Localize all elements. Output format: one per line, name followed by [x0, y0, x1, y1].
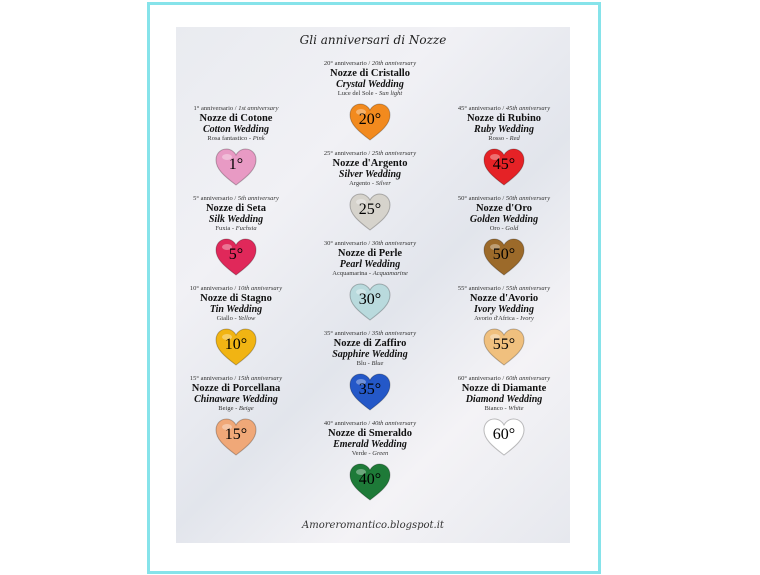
wedding-name-english: Pearl Wedding: [339, 259, 401, 270]
color-name: Bianco - White: [484, 405, 524, 412]
anniversary-item: [300, 60, 440, 142]
wedding-name-italian: Nozze d'Oro: [475, 203, 533, 214]
anniversary-item: [434, 375, 570, 457]
heart-label: 40°: [358, 471, 382, 488]
heart-icon: [214, 237, 258, 277]
anniversary-number: 5° anniversario / 5th anniversary: [193, 195, 279, 202]
anniversary-item: [434, 105, 570, 187]
color-name: Fuxia - Fuchsia: [215, 225, 257, 232]
anniversary-number: 1° anniversario / 1st anniversary: [193, 105, 279, 112]
anniversary-number: 60° anniversario / 60th anniversary: [457, 375, 551, 382]
color-name: Beige - Beige: [218, 405, 254, 412]
anniversary-item: [300, 420, 440, 502]
heart-icon: [214, 327, 258, 367]
color-name: Oro - Gold: [489, 225, 519, 232]
wedding-name-english: Ruby Wedding: [474, 124, 534, 135]
color-name: Verde - Green: [351, 450, 389, 457]
anniversary-item: [176, 105, 306, 187]
heart-icon: [482, 147, 526, 187]
heart-label: 50°: [492, 246, 516, 263]
poster-title: Gli anniversari di Nozze: [299, 33, 447, 47]
wedding-name-italian: Nozze di Zaffiro: [333, 338, 407, 349]
wedding-name-english: Tin Wedding: [209, 304, 263, 315]
color-name: Avorio d'Africa - Ivory: [474, 315, 534, 322]
anniversary-number: 25° anniversario / 25th anniversary: [323, 150, 417, 157]
color-name: Giallo - Yellow: [216, 315, 256, 322]
heart-icon: [348, 462, 392, 502]
heart-icon: [482, 327, 526, 367]
color-name: Acquamarina - Acquamarine: [332, 270, 408, 277]
color-name: Blu - Blue: [356, 360, 384, 367]
heart-label: 20°: [358, 111, 382, 128]
anniversary-number: 45° anniversario / 45th anniversary: [457, 105, 551, 112]
anniversary-item: [176, 195, 306, 277]
wedding-name-english: Chinaware Wedding: [194, 394, 278, 405]
heart-label: 60°: [492, 426, 516, 443]
wedding-name-italian: Nozze d'Argento: [332, 158, 408, 169]
wedding-name-english: Sapphire Wedding: [332, 349, 408, 360]
heart-label: 5°: [228, 246, 244, 263]
heart-icon: [482, 417, 526, 457]
wedding-name-italian: Nozze di Diamante: [461, 383, 547, 394]
wedding-name-english: Crystal Wedding: [336, 79, 404, 90]
anniversary-number: 50° anniversario / 50th anniversary: [457, 195, 551, 202]
heart-label: 15°: [224, 426, 248, 443]
heart-icon: [214, 147, 258, 187]
anniversary-number: 10° anniversario / 10th anniversary: [189, 285, 283, 292]
wedding-name-italian: Nozze di Stagno: [200, 293, 272, 304]
color-name: Rosa fantastico - Pink: [207, 135, 265, 142]
heart-label: 10°: [224, 336, 248, 353]
wedding-name-english: Emerald Wedding: [333, 439, 407, 450]
heart-label: 25°: [358, 201, 382, 218]
wedding-name-italian: Nozze di Cristallo: [330, 68, 410, 79]
heart-label: 35°: [358, 381, 382, 398]
color-name: Luce del Sole - Sun light: [337, 90, 403, 97]
wedding-name-english: Golden Wedding: [469, 214, 539, 225]
heart-icon: [482, 237, 526, 277]
color-name: Rosso - Red: [488, 135, 520, 142]
color-name: Argento - Silver: [349, 180, 391, 187]
anniversary-item: [300, 150, 440, 232]
wedding-name-italian: Nozze di Smeraldo: [328, 428, 412, 439]
anniversary-number: 55° anniversario / 55th anniversary: [457, 285, 551, 292]
heart-icon: [348, 282, 392, 322]
wedding-name-english: Diamond Wedding: [465, 394, 543, 405]
wedding-name-italian: Nozze di Rubino: [466, 113, 542, 124]
heart-label: 55°: [492, 336, 516, 353]
heart-icon: [348, 192, 392, 232]
wedding-name-italian: Nozze di Porcellana: [191, 383, 281, 394]
anniversary-item: [300, 240, 440, 322]
poster: [176, 27, 570, 543]
wedding-name-english: Silver Wedding: [338, 169, 402, 180]
heart-icon: [214, 417, 258, 457]
heart-icon: [348, 372, 392, 412]
wedding-name-italian: Nozze di Perle: [337, 248, 403, 259]
anniversary-item: [434, 285, 570, 367]
wedding-name-english: Ivory Wedding: [474, 304, 534, 315]
footer-credit: Amoreromantico.blogspot.it: [302, 520, 444, 531]
anniversary-number: 30° anniversario / 30th anniversary: [323, 240, 417, 247]
wedding-name-italian: Nozze di Cotone: [199, 113, 273, 124]
wedding-name-english: Silk Wedding: [208, 214, 264, 225]
anniversary-item: [434, 195, 570, 277]
anniversary-item: [300, 330, 440, 412]
wedding-name-english: Cotton Wedding: [202, 124, 270, 135]
wedding-name-italian: Nozze d'Avorio: [469, 293, 539, 304]
anniversary-number: 35° anniversario / 35th anniversary: [323, 330, 417, 337]
anniversary-item: [176, 375, 306, 457]
anniversary-number: 20° anniversario / 20th anniversary: [323, 60, 417, 67]
wedding-name-italian: Nozze di Seta: [205, 203, 267, 214]
heart-label: 1°: [228, 156, 244, 173]
heart-label: 45°: [492, 156, 516, 173]
heart-label: 30°: [358, 291, 382, 308]
anniversary-number: 15° anniversario / 15th anniversary: [189, 375, 283, 382]
heart-icon: [348, 102, 392, 142]
anniversary-number: 40° anniversario / 40th anniversary: [323, 420, 417, 427]
anniversary-item: [176, 285, 306, 367]
